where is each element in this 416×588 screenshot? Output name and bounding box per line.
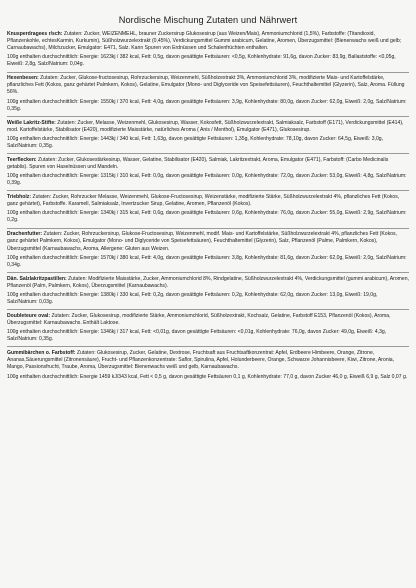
product-knusperdragees: [7, 31, 409, 68]
product-drachenfutter: [7, 231, 409, 268]
divider: [7, 116, 409, 117]
product-triebholz: [7, 194, 409, 224]
divider: [7, 272, 409, 273]
divider: [7, 228, 409, 229]
product-name: Teerflecken:: [7, 156, 37, 163]
ingredients-text: Drachenfutter: Zutaten: Zucker, Rohrzuckersirup, Glukose-Fructosesirup, Weizenmehl, modif. Mais- und Kartoffelstärke, Süßholzwurzelextrakt 4%, pflanzliches Fett (Kokos, ganz gehärtet Palmkern, Kokos), Emulgator (Mono- und Diglyceride von Speisefettsäuren), Feuchthaltemittel (Glyzerin), Salz, Pflanzenöl (Palme, Palmkern, Kokos), Überzugsmittel (Karnaubawachs, Aroma, Allergene: Gluten aus Weizen.: [7, 231, 397, 252]
nutrition-text: 100g enthalten durchschnittlich: Energie: 1340kj / 315 kcal, Fett: 0,6g, davon gesättigte Fettsäuren: 0,6g, Kohlenhydrate: 76,0g, davon Zucker: 55,0g, Eiweiß: 2,9g, Salz/Natrium: 0,2g.: [7, 210, 407, 224]
ingredients-text: Knusperdragees r/sch: Zutaten: Zucker, WEIZENMEHL, brauner Zuckersirup Glukosesirup (aus Weizen/Mais), Ammoniumchlorid (1,5%), Farbstoffe: (Titandioxid, Pflanzenkohle, echtesKarmin, Kurkumin), Süßholzwurzelextrakt (0,45%), Verdickungsmittel Gummi arabicum, Gelatine, Aromen, Überzugsmittel: (Bienenwachs weiß und gelb; Carnaubawachs), Milchzucker, Emulgator: E471, Salz. Kann Spuren von Erdnüssen und Schalenfrüchten enthalten.: [7, 31, 402, 52]
product-name: Dän. Salzlakritzpastillen:: [7, 275, 67, 282]
product-name: Knusperdragees r/sch:: [7, 31, 63, 37]
divider: [7, 190, 409, 191]
product-name: Triebholz:: [7, 194, 32, 201]
product-doubleteure-oval: [7, 313, 409, 343]
product-weisse-lakritz-stifte: [7, 120, 409, 150]
nutrition-text: 100g enthalten durchschnittlich: Energie: 1443kj / 340 kcal, Fett: 1,63g, davon gesättigte Fettsäuren: 1,35g, Kohlenhydrate: 78,10g, davon Zucker: 64,5g, Eiweiß: 3,0g, Salz/Natrium: 0,35g.: [7, 135, 384, 149]
divider: [7, 72, 409, 73]
page-title: Nordische Mischung Zutaten und Nährwert: [118, 15, 298, 25]
ingredients-text: Weiße Lakritz-Stifte: Zutaten: Zucker, Melasse, Weizenmehl, Glukosesirup, Wasser, Kokosfett, Süßholzwurzelextrakt, Salmiaksalz, Farbstoff (E171), Verdickungsmittel (E414), mod. Kartoffelstärke, Stabilisator (E420), modifizierte Maisstärke, natürliches Aroma ( Anis / Menthol), Emulgator (E471), Glukosesirup.: [7, 119, 404, 133]
nutrition-text: 100g enthalten durchschnittlich: Energie: 1623kj / 382 kcal, Fett: 0,5g, davon gesättigte Fettsäuren: <0,5g, Kohlenhydrate: 91,6g, davon Zucker: 83,9g, Ballaststoffe: <0,05g, Eiweiß: 2,8g, Salz/Natrium: 0,04g.: [7, 54, 396, 68]
nutrition-text: 100g enthalten durchschnittlich: Energie: 1380kj / 330 kcal, Fett: 0,2g, davon gesättigte Fettsäuren: 0,2g, Kohlenhydrate: 62,0g, davon Zucker: 13,0g, Eiweiß: 19,0g, Salz/Natrium: 0,03g.: [7, 292, 378, 306]
product-name: Weiße Lakritz-Stifte:: [7, 119, 56, 126]
product-salzlakritzpastillen: [7, 276, 409, 306]
nutrition-text: 100g enthalten durchschnittlich: Energie 1459 kJ/343 kcal, Fett < 0,5 g, davon gesättigte Fettsäuren 0,1 g, Kohlenhydrate: 77,0 g, davon Zucker 46,0 g, Eiweiß 6,9 g, Salz 0,07 g.: [7, 373, 408, 380]
product-gummibaerchen: [7, 350, 409, 380]
ingredients-text: Gummibärchen o. Farbstoff: Zutaten: Glukosesirup, Zucker, Gelatine, Dextrose, Fruchtsaft aus Fruchtsaftkonzentrat: Apfel, Erdbeere Himbeere, Orange, Zitrone, Ananas,Säuerungsmittel (Zitronensäure), Frucht- und Pflanzenkonzentrate: Saflor, Spirulina, Apfel, Holunderbeere, Orange, Schwarze Johannisbeere, Kiwi, Zitrone, Aronia, Mango, Passionsfrucht, Traube, Aroma, Überzugsmittel: Bienenwachs weiß und gelb, Karnaubawachs.: [7, 350, 395, 371]
product-name: Doubleteure oval:: [7, 313, 51, 319]
ingredients-text: Doubleteure oval: Zutaten: Zucker, Glukosesirup, modifizierte Stärke, Ammoniumchlorid, Süßholzextrakt, Kochsalz, Gelatine, Farbstoff E153, Pflanzenöl (Kokos), Aroma, Überzugsmittel: Karnaubawachs. Enthält Laktose.: [7, 313, 391, 327]
nutrition-text: 100g enthalten durchschnittlich: Energie: 1570kj / 380 kcal, Fett: 4,0g, davon gesättigte Fettsäuren: 3,8g, Kohlenhydrate: 81,6g, davon Zucker: 62,0g, Eiweiß: 2,0g, Salz/Natrium: 0,34g.: [7, 254, 407, 268]
product-hexenbesen: [7, 75, 409, 112]
product-name: Gummibärchen o. Farbstoff:: [7, 350, 76, 357]
product-name: Hexenbesen:: [7, 75, 39, 82]
ingredients-text: Triebholz: Zutaten: Zucker, Rohrzucker Melasse, Weizenmehl, Glukose-Fructosesirup, Weizenstärke, modifizierte Stärke, Süßholzwurzelextrakt 4%, pflanzliches Fett (Kokos, ganz gehärtet), Farbstoffe. Karamell, Salmiaksalz, Invertzucker Sirup, Gelatine, Aromen, Pflanzenöl (Kokos).: [7, 194, 400, 208]
nutrition-text: 100g enthalten durchschnittlich: Energie: 1346kj / 317 kcal, Fett: <0,01g, davon gesättigte Fettsäuren: <0,01g, Kohlenhydrate: 76,0g, davon Zucker: 49,0g, Eiweiß: 4,3g, Salz/Natrium: 0,35g.: [7, 329, 387, 343]
ingredients-text: Hexenbesen: Zutaten: Zucker, Glukose-fructosesirup, Rohrzuckersirup, Weizenmehl, Süßholzextrakt 3%, Ammoniumchlorid 3%, modifizierte Mais- und Kartoffelstärke, pflanzliches Fett (Kokos, ganz gehärtet Palmkern, Kokos), Gelatine, Emulgator (Mono- und Diglyceride von Speisefettsäuren), Feuchthaltemittel (Glyzerin), Salz, Aroma. Füllung 56%.: [7, 75, 405, 96]
nutrition-text: 100g enthalten durchschnittlich: Energie: 1315kj / 310 kcal, Fett: 0,0g, davon gesättigte Fettsäuren: 0,0g, Kohlenhydrate: 72,0g, davon Zucker: 53,0g, Eiweiß: 4,8g, Salz/Natrium: 0,39g.: [7, 173, 407, 187]
product-teerflecken: [7, 157, 409, 187]
product-name: Drachenfutter:: [7, 231, 43, 238]
divider: [7, 309, 409, 310]
ingredients-text: Teerflecken: Zutaten: Zucker, Glukosestärkesirup, Wasser, Gelatine, Stabilisator (E420), Salmiak, Lakritzextrakt, Aroma, Emulgator (E471), Farbstoff: (Carbo Medicinalis getablis). Spuren von Haselnüssen und Mandeln.: [7, 156, 389, 170]
ingredients-text: Dän. Salzlakritzpastillen: Zutaten: Modifizierte Maisstärke, Zucker, Ammoniumchlorid 8%, Rindgelatine, Süßholzwurzelextrakt 4%, Verdickungsmittel (gummi arabicum), Aromen, Pflanzenöl (Palm, Palmkern, Kokos), Überzugsmittel (Karnaubawachs).: [7, 275, 409, 289]
nutrition-text: 100g enthalten durchschnittlich: Energie: 1550kj / 370 kcal, Fett: 4,0g, davon gesättigte Fettsäuren: 3,9g, Kohlenhydrate: 80,0g, davon Zucker: 62,0g, Eiweiß: 2,0g, Salz/Natrium: 0,35g.: [7, 98, 407, 112]
divider: [7, 153, 409, 154]
divider: [7, 346, 409, 347]
